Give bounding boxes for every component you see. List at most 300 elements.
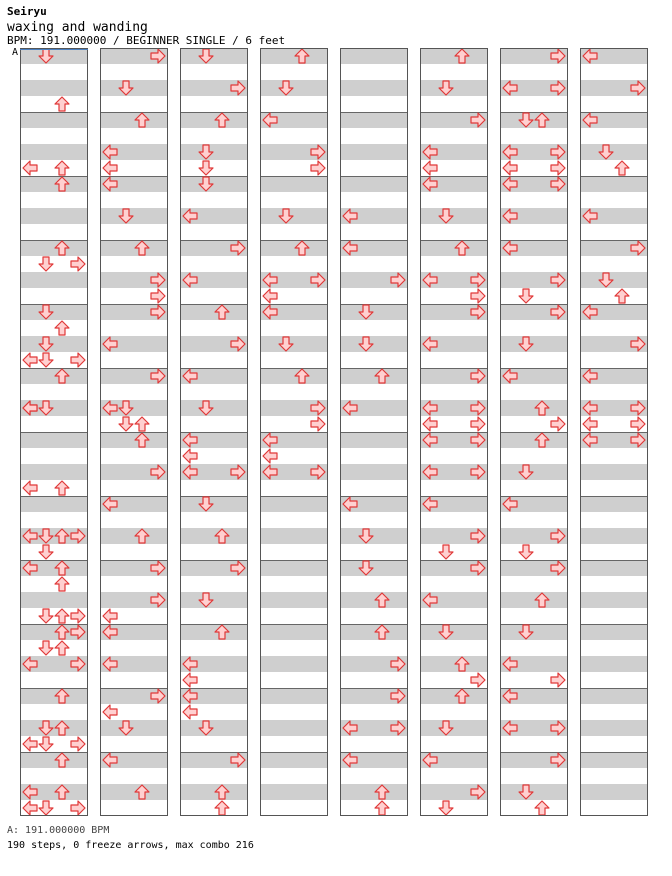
right-arrow-icon [630,432,646,448]
beat-band [341,560,407,576]
up-arrow-icon [614,160,630,176]
beat-band [21,592,87,608]
right-arrow-icon [70,608,86,624]
up-arrow-icon [54,528,70,544]
down-arrow-icon [38,720,54,736]
right-arrow-icon [70,256,86,272]
right-arrow-icon [470,368,486,384]
up-arrow-icon [54,688,70,704]
left-arrow-icon [262,448,278,464]
beat-band [341,304,407,320]
beat-band [261,336,327,352]
down-arrow-icon [118,400,134,416]
right-arrow-icon [550,528,566,544]
beat-band [581,592,647,608]
beat-band [581,528,647,544]
up-arrow-icon [454,240,470,256]
down-arrow-icon [198,592,214,608]
down-arrow-icon [198,400,214,416]
right-arrow-icon [470,304,486,320]
beat-band [341,144,407,160]
up-arrow-icon [214,624,230,640]
down-arrow-icon [598,144,614,160]
left-arrow-icon [582,400,598,416]
beat-band [261,720,327,736]
up-arrow-icon [374,800,390,816]
beat-band [261,656,327,672]
left-arrow-icon [182,464,198,480]
left-arrow-icon [102,608,118,624]
down-arrow-icon [518,544,534,560]
beat-band [421,720,487,736]
up-arrow-icon [54,608,70,624]
up-arrow-icon [54,320,70,336]
measure-line [261,688,327,689]
beat-band [501,464,567,480]
right-arrow-icon [470,400,486,416]
right-arrow-icon [230,752,246,768]
up-arrow-icon [454,656,470,672]
beat-band [21,336,87,352]
down-arrow-icon [438,800,454,816]
up-arrow-icon [454,48,470,64]
right-arrow-icon [630,400,646,416]
bpm-change-line [20,49,88,50]
beat-band [341,432,407,448]
up-arrow-icon [294,240,310,256]
left-arrow-icon [102,656,118,672]
up-arrow-icon [54,624,70,640]
right-arrow-icon [550,752,566,768]
up-arrow-icon [294,368,310,384]
up-arrow-icon [134,416,150,432]
right-arrow-icon [630,80,646,96]
measure-line [261,560,327,561]
right-arrow-icon [470,672,486,688]
down-arrow-icon [438,544,454,560]
right-arrow-icon [390,272,406,288]
left-arrow-icon [422,144,438,160]
measure-line [341,432,407,433]
up-arrow-icon [134,528,150,544]
chart-info: BPM: 191.000000 / BEGINNER SINGLE / 6 feet [7,34,286,47]
right-arrow-icon [70,800,86,816]
right-arrow-icon [550,560,566,576]
beat-band [21,304,87,320]
left-arrow-icon [22,784,38,800]
beat-band [21,80,87,96]
beat-band [421,208,487,224]
beat-band [341,112,407,128]
left-arrow-icon [582,48,598,64]
left-arrow-icon [422,416,438,432]
measure-line [261,752,327,753]
left-arrow-icon [182,672,198,688]
right-arrow-icon [550,160,566,176]
down-arrow-icon [518,336,534,352]
measure-line [21,112,87,113]
up-arrow-icon [54,96,70,112]
left-arrow-icon [262,272,278,288]
up-arrow-icon [374,592,390,608]
left-arrow-icon [422,496,438,512]
left-arrow-icon [342,496,358,512]
right-arrow-icon [310,160,326,176]
left-arrow-icon [182,448,198,464]
beat-band [261,592,327,608]
right-arrow-icon [550,272,566,288]
left-arrow-icon [422,432,438,448]
left-arrow-icon [582,432,598,448]
right-arrow-icon [310,416,326,432]
left-arrow-icon [422,400,438,416]
beat-band [341,528,407,544]
left-arrow-icon [22,800,38,816]
up-arrow-icon [134,784,150,800]
chart-column [420,48,488,816]
right-arrow-icon [70,352,86,368]
left-arrow-icon [342,240,358,256]
chart-column [500,48,568,816]
left-arrow-icon [582,416,598,432]
up-arrow-icon [614,288,630,304]
left-arrow-icon [262,464,278,480]
beat-band [261,496,327,512]
beat-band [581,560,647,576]
down-arrow-icon [38,640,54,656]
beat-band [261,688,327,704]
down-arrow-icon [38,256,54,272]
down-arrow-icon [38,736,54,752]
up-arrow-icon [534,400,550,416]
down-arrow-icon [198,496,214,512]
down-arrow-icon [358,336,374,352]
measure-line [501,624,567,625]
chart-column [260,48,328,816]
beat-band [581,720,647,736]
down-arrow-icon [278,80,294,96]
down-arrow-icon [198,48,214,64]
down-arrow-icon [38,352,54,368]
up-arrow-icon [134,112,150,128]
up-arrow-icon [374,624,390,640]
chart-column [340,48,408,816]
down-arrow-icon [198,160,214,176]
up-arrow-icon [374,368,390,384]
right-arrow-icon [550,80,566,96]
left-arrow-icon [102,336,118,352]
chart-column [580,48,648,816]
beat-band [21,144,87,160]
left-arrow-icon [22,736,38,752]
left-arrow-icon [182,704,198,720]
down-arrow-icon [518,464,534,480]
beat-band [21,208,87,224]
left-arrow-icon [262,112,278,128]
down-arrow-icon [438,80,454,96]
down-arrow-icon [358,304,374,320]
beat-band [341,176,407,192]
measure-line [581,560,647,561]
down-arrow-icon [518,624,534,640]
right-arrow-icon [550,48,566,64]
right-arrow-icon [150,368,166,384]
down-arrow-icon [518,784,534,800]
up-arrow-icon [454,688,470,704]
beat-band [261,752,327,768]
beat-band [21,496,87,512]
left-arrow-icon [102,624,118,640]
left-arrow-icon [502,80,518,96]
beat-band [341,48,407,64]
left-arrow-icon [422,752,438,768]
beat-band [261,624,327,640]
right-arrow-icon [470,272,486,288]
beat-band [101,720,167,736]
chart-column [20,48,88,816]
down-arrow-icon [38,336,54,352]
beat-band [101,208,167,224]
beat-band [261,208,327,224]
beat-band [501,784,567,800]
left-arrow-icon [502,496,518,512]
bpm-legend: A: 191.000000 BPM [7,825,110,836]
left-arrow-icon [102,176,118,192]
up-arrow-icon [134,432,150,448]
left-arrow-icon [342,208,358,224]
down-arrow-icon [118,208,134,224]
beat-band [421,624,487,640]
measure-line [181,176,247,177]
right-arrow-icon [390,720,406,736]
down-arrow-icon [518,112,534,128]
beat-band [581,176,647,192]
measure-line [261,624,327,625]
left-arrow-icon [182,272,198,288]
beat-band [261,528,327,544]
beat-band [581,496,647,512]
right-arrow-icon [310,144,326,160]
up-arrow-icon [54,784,70,800]
chart-column [100,48,168,816]
left-arrow-icon [502,688,518,704]
left-arrow-icon [102,752,118,768]
left-arrow-icon [582,208,598,224]
up-arrow-icon [54,720,70,736]
right-arrow-icon [390,656,406,672]
up-arrow-icon [54,752,70,768]
left-arrow-icon [22,656,38,672]
left-arrow-icon [422,272,438,288]
right-arrow-icon [150,288,166,304]
beat-band [181,48,247,64]
down-arrow-icon [38,48,54,64]
right-arrow-icon [150,464,166,480]
up-arrow-icon [54,240,70,256]
right-arrow-icon [630,416,646,432]
down-arrow-icon [38,528,54,544]
right-arrow-icon [630,240,646,256]
beat-band [341,80,407,96]
left-arrow-icon [502,176,518,192]
beat-band [581,752,647,768]
right-arrow-icon [230,560,246,576]
down-arrow-icon [118,80,134,96]
down-arrow-icon [438,720,454,736]
right-arrow-icon [470,464,486,480]
right-arrow-icon [230,240,246,256]
beat-band [181,144,247,160]
left-arrow-icon [102,496,118,512]
down-arrow-icon [38,800,54,816]
measure-line [581,176,647,177]
measure-line [341,112,407,113]
up-arrow-icon [54,480,70,496]
left-arrow-icon [102,704,118,720]
left-arrow-icon [502,144,518,160]
up-arrow-icon [374,784,390,800]
song-title: waxing and wanding [7,20,148,35]
right-arrow-icon [70,624,86,640]
left-arrow-icon [582,112,598,128]
left-arrow-icon [22,400,38,416]
left-arrow-icon [182,656,198,672]
measure-line [341,560,407,561]
measure-line [581,688,647,689]
left-arrow-icon [422,592,438,608]
down-arrow-icon [278,336,294,352]
beat-band [261,560,327,576]
beat-band [341,336,407,352]
measure-line [261,176,327,177]
right-arrow-icon [470,784,486,800]
down-arrow-icon [118,416,134,432]
down-arrow-icon [598,272,614,288]
left-arrow-icon [22,160,38,176]
left-arrow-icon [582,368,598,384]
beat-band [21,272,87,288]
beat-band [581,144,647,160]
right-arrow-icon [470,560,486,576]
up-arrow-icon [54,576,70,592]
left-arrow-icon [422,336,438,352]
beat-band [181,592,247,608]
left-arrow-icon [502,720,518,736]
left-arrow-icon [22,528,38,544]
song-artist: Seiryu [7,5,47,18]
right-arrow-icon [70,528,86,544]
down-arrow-icon [358,560,374,576]
right-arrow-icon [470,288,486,304]
measure-line [581,752,647,753]
down-arrow-icon [438,624,454,640]
beat-band [501,336,567,352]
up-arrow-icon [54,160,70,176]
down-arrow-icon [38,400,54,416]
left-arrow-icon [422,176,438,192]
beat-band [341,464,407,480]
left-arrow-icon [502,240,518,256]
measure-line [341,176,407,177]
right-arrow-icon [550,720,566,736]
left-arrow-icon [102,160,118,176]
down-arrow-icon [198,144,214,160]
left-arrow-icon [262,288,278,304]
measure-line [421,624,487,625]
right-arrow-icon [550,144,566,160]
beat-band [261,176,327,192]
right-arrow-icon [150,272,166,288]
measure-line [581,496,647,497]
right-arrow-icon [150,48,166,64]
up-arrow-icon [54,368,70,384]
beat-band [261,784,327,800]
down-arrow-icon [358,528,374,544]
up-arrow-icon [54,640,70,656]
beat-band [581,784,647,800]
beat-band [181,496,247,512]
right-arrow-icon [470,416,486,432]
down-arrow-icon [518,288,534,304]
beat-band [421,80,487,96]
right-arrow-icon [630,336,646,352]
left-arrow-icon [502,160,518,176]
up-arrow-icon [534,112,550,128]
left-arrow-icon [422,464,438,480]
right-arrow-icon [390,688,406,704]
left-arrow-icon [182,432,198,448]
measure-line [581,624,647,625]
up-arrow-icon [214,304,230,320]
right-arrow-icon [230,336,246,352]
right-arrow-icon [310,400,326,416]
left-arrow-icon [502,656,518,672]
right-arrow-icon [550,176,566,192]
measure-line [21,432,87,433]
down-arrow-icon [118,720,134,736]
right-arrow-icon [230,80,246,96]
up-arrow-icon [54,176,70,192]
right-arrow-icon [470,432,486,448]
beat-band [21,48,87,64]
right-arrow-icon [550,416,566,432]
down-arrow-icon [38,544,54,560]
left-arrow-icon [22,480,38,496]
right-arrow-icon [70,736,86,752]
up-arrow-icon [214,528,230,544]
down-arrow-icon [438,208,454,224]
left-arrow-icon [102,144,118,160]
left-arrow-icon [22,352,38,368]
up-arrow-icon [214,784,230,800]
measure-line [261,496,327,497]
beat-band [261,80,327,96]
beat-band [181,400,247,416]
down-arrow-icon [198,720,214,736]
right-arrow-icon [470,112,486,128]
beat-band [581,688,647,704]
right-arrow-icon [310,464,326,480]
step-summary: 190 steps, 0 freeze arrows, max combo 216 [7,840,254,851]
beat-band [21,112,87,128]
right-arrow-icon [150,560,166,576]
beat-band [581,272,647,288]
left-arrow-icon [22,560,38,576]
right-arrow-icon [230,464,246,480]
left-arrow-icon [262,432,278,448]
beat-band [581,464,647,480]
right-arrow-icon [550,672,566,688]
